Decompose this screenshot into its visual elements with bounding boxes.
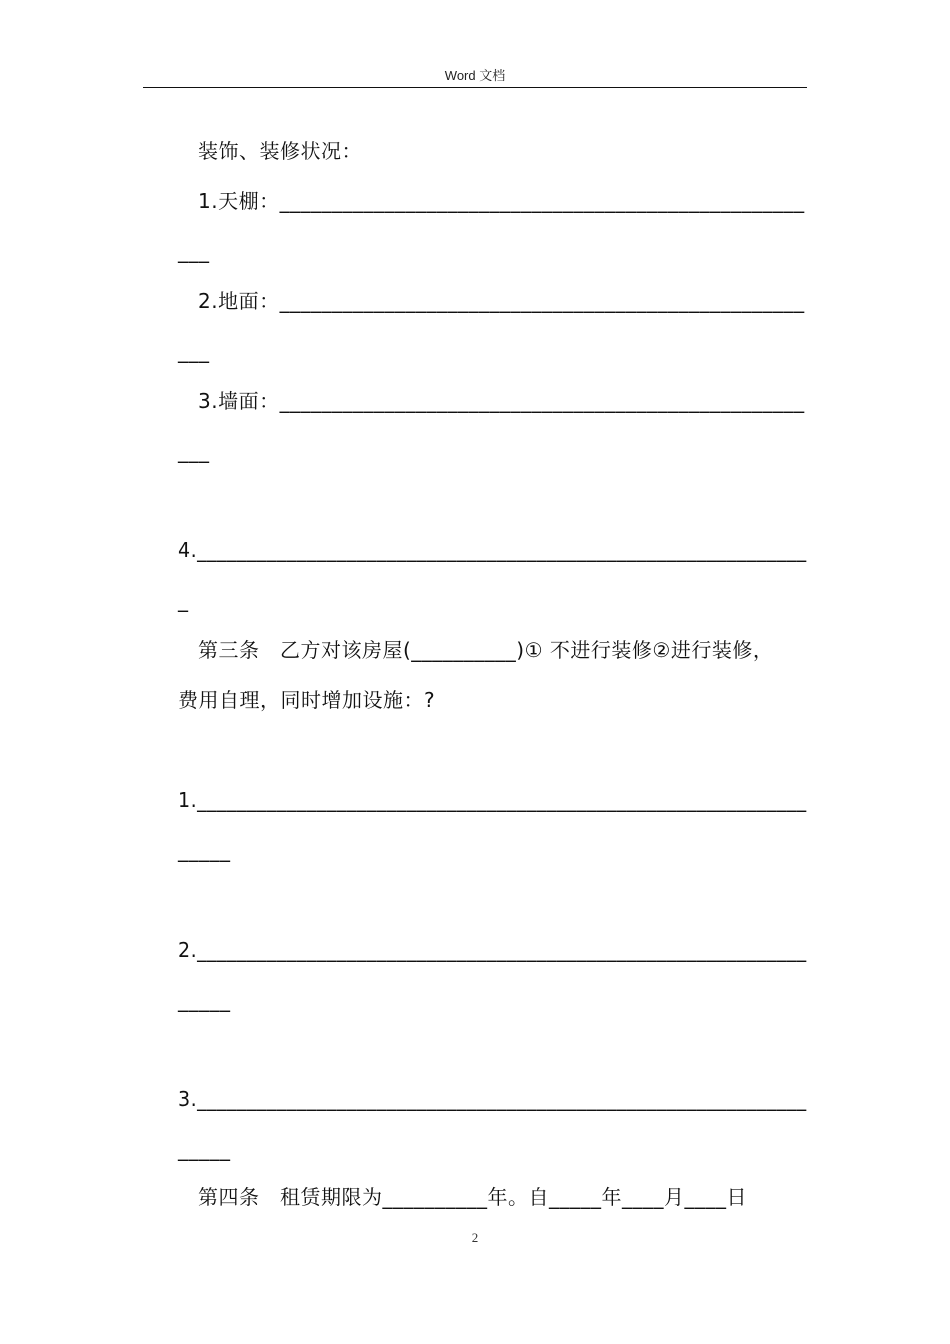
item-wall-continuation: ___ [178, 439, 210, 463]
item-4: 4._____________________________________________________________ [178, 538, 807, 562]
item-4-continuation: _ [178, 588, 189, 612]
facility-3-continuation: _____ [178, 1137, 231, 1161]
facility-1-continuation: _____ [178, 838, 231, 862]
item-wall: 3.墙面：__________________________________________________ [198, 389, 805, 413]
page-number: 2 [471, 1230, 479, 1245]
item-ceiling-continuation: ___ [178, 239, 210, 263]
header-title: Word 文档 [444, 68, 506, 83]
facility-2-continuation: _____ [178, 988, 231, 1012]
item-floor-continuation: ___ [178, 339, 210, 363]
facility-3: 3._____________________________________________________________ [178, 1087, 807, 1111]
article-4-line-1: 第四条 租赁期限为__________年。自_____年____月____日 [198, 1185, 747, 1209]
item-floor: 2.地面：__________________________________________________ [198, 289, 805, 313]
article-3-line-2: 费用自理，同时增加设施：? [178, 688, 436, 712]
item-ceiling: 1.天棚：__________________________________________________ [198, 189, 805, 213]
decoration-heading: 装饰、装修状况： [198, 139, 362, 163]
facility-2: 2._____________________________________________________________ [178, 938, 807, 962]
facility-1: 1._____________________________________________________________ [178, 788, 807, 812]
article-3-line-1: 第三条 乙方对该房屋(__________)① 不进行装修②进行装修， [198, 638, 774, 662]
header-divider [143, 87, 807, 88]
